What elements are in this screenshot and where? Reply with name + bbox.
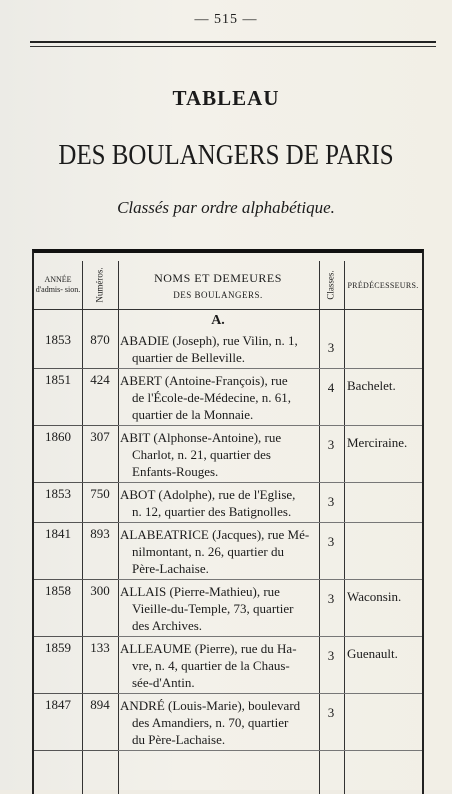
predecessor: Guenault. bbox=[347, 646, 398, 661]
row-separator bbox=[34, 579, 118, 580]
baker-number: 750 bbox=[90, 486, 110, 501]
address-line: des Archives. bbox=[132, 618, 203, 633]
header-rule-thin bbox=[30, 46, 436, 47]
predecessor: Waconsin. bbox=[347, 589, 402, 604]
admission-year: 1851 bbox=[45, 372, 71, 387]
row-separator bbox=[118, 636, 422, 637]
address-line: de l'École-de-Médecine, n. 61, bbox=[132, 390, 291, 405]
baker-name-address bbox=[120, 486, 318, 520]
address-line: nilmontant, n. 26, quartier du bbox=[132, 544, 285, 559]
baker-class: 3 bbox=[327, 705, 335, 720]
baker-name-address bbox=[120, 372, 318, 423]
row-separator bbox=[34, 693, 118, 694]
baker-class: 4 bbox=[327, 380, 335, 395]
page-heading: DES BOULANGERS DE PARIS bbox=[58, 139, 394, 171]
address-line: ALABEATRICE (Jacques), rue Mé- bbox=[120, 527, 310, 542]
predecessor: Bachelet. bbox=[347, 378, 396, 393]
address-line: Père-Lachaise. bbox=[132, 561, 209, 576]
header-numeros: Numéros. bbox=[95, 267, 105, 303]
baker-name-address bbox=[120, 697, 318, 748]
predecessor: Merciraine. bbox=[347, 435, 408, 450]
baker-name-address bbox=[120, 332, 318, 366]
header-noms-line2: DES BOULANGERS. bbox=[173, 289, 263, 300]
admission-year: 1841 bbox=[45, 526, 71, 541]
row-separator bbox=[34, 425, 118, 426]
address-line: Enfants-Rouges. bbox=[132, 464, 219, 479]
address-line: quartier de Belleville. bbox=[132, 350, 245, 365]
address-line: sée-d'Antin. bbox=[132, 675, 195, 690]
row-separator bbox=[118, 368, 422, 369]
header-rule bbox=[30, 41, 436, 43]
address-line: des Amandiers, n. 70, quartier bbox=[132, 715, 289, 730]
admission-year: 1860 bbox=[45, 429, 71, 444]
row-separator bbox=[118, 425, 422, 426]
column-divider bbox=[344, 261, 345, 794]
address-line: quartier de la Monnaie. bbox=[132, 407, 254, 422]
column-divider bbox=[118, 261, 119, 794]
row-separator bbox=[34, 750, 118, 751]
baker-class: 3 bbox=[327, 591, 335, 606]
baker-number: 300 bbox=[90, 583, 110, 598]
admission-year: 1853 bbox=[45, 486, 71, 501]
row-separator bbox=[34, 368, 118, 369]
address-line: ANDRÉ (Louis-Marie), boulevard bbox=[120, 698, 301, 713]
baker-class: 3 bbox=[327, 534, 335, 549]
page-subtitle: Classés par ordre alphabétique. bbox=[117, 198, 335, 217]
row-separator bbox=[118, 522, 422, 523]
row-separator bbox=[34, 636, 118, 637]
row-separator bbox=[118, 579, 422, 580]
baker-class: 3 bbox=[327, 340, 335, 355]
baker-class: 3 bbox=[327, 648, 335, 663]
baker-number: 870 bbox=[90, 332, 110, 347]
admission-year: 1858 bbox=[45, 583, 71, 598]
baker-class: 3 bbox=[327, 494, 335, 509]
row-separator bbox=[34, 482, 118, 483]
baker-name-address bbox=[120, 526, 318, 577]
baker-number: 894 bbox=[90, 697, 110, 712]
baker-name-address bbox=[120, 583, 318, 634]
page-title: TABLEAU bbox=[172, 86, 280, 110]
row-separator bbox=[118, 693, 422, 694]
header-noms bbox=[118, 261, 318, 309]
address-line: ABERT (Antoine-François), rue bbox=[120, 373, 288, 388]
baker-number: 424 bbox=[90, 372, 110, 387]
baker-name-address bbox=[120, 640, 318, 691]
address-line: Charlot, n. 21, quartier des bbox=[132, 447, 271, 462]
bakers-table bbox=[32, 249, 424, 794]
baker-number: 307 bbox=[90, 429, 110, 444]
admission-year: 1847 bbox=[45, 697, 71, 712]
admission-year: 1859 bbox=[45, 640, 71, 655]
address-line: ALLEAUME (Pierre), rue du Ha- bbox=[120, 641, 297, 656]
row-separator bbox=[34, 522, 118, 523]
page-number: — 515 — bbox=[194, 12, 258, 27]
address-line: du Père-Lachaise. bbox=[132, 732, 226, 747]
address-line: ABIT (Alphonse-Antoine), rue bbox=[120, 430, 282, 445]
row-separator bbox=[118, 482, 422, 483]
header-classes: Classes. bbox=[326, 270, 336, 300]
baker-name-address bbox=[120, 429, 318, 480]
address-line: ABADIE (Joseph), rue Vilin, n. 1, bbox=[120, 333, 298, 348]
header-annee: ANNÉE d'admis- sion. bbox=[35, 275, 81, 294]
section-letter: A. bbox=[211, 313, 225, 328]
header-predecesseurs: PRÉDÉCESSEURS. bbox=[347, 280, 419, 290]
address-line: n. 12, quartier des Batignolles. bbox=[132, 504, 292, 519]
address-line: vre, n. 4, quartier de la Chaus- bbox=[132, 658, 290, 673]
address-line: ABOT (Adolphe), rue de l'Eglise, bbox=[120, 487, 296, 502]
address-line: ALLAIS (Pierre-Mathieu), rue bbox=[120, 584, 280, 599]
address-line: Vieille-du-Temple, 73, quartier bbox=[132, 601, 294, 616]
table-header bbox=[34, 261, 422, 310]
baker-class: 3 bbox=[327, 437, 335, 452]
header-noms-line1: NOMS ET DEMEURES bbox=[154, 270, 282, 285]
row-separator bbox=[118, 750, 422, 751]
baker-number: 133 bbox=[90, 640, 110, 655]
baker-number: 893 bbox=[90, 526, 110, 541]
admission-year: 1853 bbox=[45, 332, 71, 347]
